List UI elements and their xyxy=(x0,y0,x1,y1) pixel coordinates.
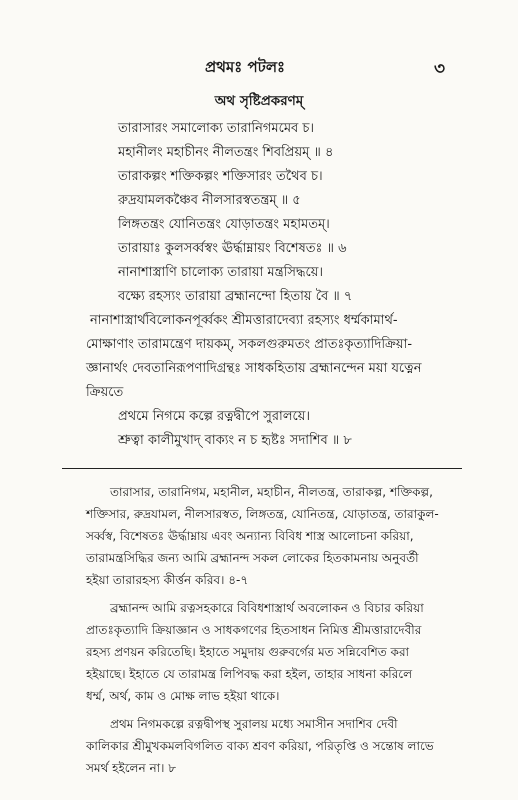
section-title: অথ সৃষ্টিপ্রকরণম্ xyxy=(214,93,304,109)
verse-line: বক্ষ্যে রহস্যং তারায়া ব্রহ্মানন্দো হিতায় বৈ ॥ ৭ xyxy=(118,289,353,304)
page-header xyxy=(0,56,518,78)
verse-line: তারাসারং সমালোক্য তারানিগমমেব চ। xyxy=(118,121,315,136)
verse-line: তারায়াঃ কুলসর্ব্বস্বং ঊর্দ্ধাম্নায়ং বিশেষতঃ ॥ ৬ xyxy=(118,241,347,256)
commentary-line: ধর্ম্ম, অর্থ, কাম ও মোক্ষ লাভ হইয়া থাকে। xyxy=(86,689,280,703)
commentary-line: রহস্য প্রণয়ন করিতেছি। ইহাতে সমুদায় গুরুবর্গের মত সন্নিবেশিত করা xyxy=(86,645,410,659)
commentary-line: সমর্থ হইলেন না। ৮ xyxy=(86,761,176,775)
commentary-line: ব্রহ্মানন্দ আমি রত্নসহকারে বিবিধশাস্ত্রার্থ অবলোকন ও বিচার করিয়া xyxy=(110,601,424,615)
verse-line: তারাকল্পং শক্তিকল্পং শক্তিসারং তথৈব চ। xyxy=(118,169,323,184)
commentary-line: হইয়া তারারহস্য কীর্ত্তন করিব। ৪-৭ xyxy=(86,573,249,587)
section-divider xyxy=(62,468,462,469)
commentary-line: তারামন্ত্রসিদ্ধির জন্য আমি ব্রহ্মানন্দ সকল লোকের হিতকামনায় অনুবর্তী xyxy=(86,551,419,565)
page-number: ৩ xyxy=(434,59,446,79)
prose-line: জ্ঞানার্থং দেবতানিরূপণাদিগ্রন্থঃ সাধকহিতায় ব্রহ্মানন্দেন ময়া যত্নেন xyxy=(86,361,422,376)
commentary-line: কালিকার শ্রীমুখকমলবিগলিত বাক্য শ্রবণ করিয়া, পরিতৃপ্তি ও সন্তোষ লাভে xyxy=(86,739,434,753)
prose-line: মোক্ষাণাং তারামন্ত্রেণ দায়কম্, সকলগুরুমতং প্রাতঃকৃত্যাদিক্রিয়া- xyxy=(86,337,413,352)
prose-line: ক্রিয়তে xyxy=(86,385,124,400)
prose-line: নানাশাস্ত্রার্থবিলোকনপূর্ব্বকং শ্রীমত্তারাদেব্যা রহস্যং ধর্ম্মকামার্থ- xyxy=(90,313,398,328)
commentary-line: হইয়াছে। ইহাতে যে তারামন্ত্র লিপিবদ্ধ করা হইল, তাহার সাধনা করিলে xyxy=(86,667,413,681)
verse-line: রুদ্রযামলকঞ্চৈব নীলসারস্বতন্ত্রম্ ॥ ৫ xyxy=(118,193,301,208)
chapter-title: প্রথমঃ পটলঃ xyxy=(205,58,285,76)
verse-line: মহানীলং মহাচীনং নীলতন্ত্রং শিবপ্রিয়ম্ ॥ ৪ xyxy=(118,145,334,160)
commentary-line: তারাসার, তারানিগম, মহানীল, মহাচীন, নীলতন্ত্র, তারাকল্প, শক্তিকল্প, xyxy=(110,485,433,499)
commentary-line: সর্ব্বস্ব, বিশেষতঃ ঊর্দ্ধাম্নায় এবং অন্যান্য বিবিধ শাস্ত্র আলোচনা করিয়া, xyxy=(86,529,414,543)
verse-line: প্রথমে নিগমে কল্পে রত্নদ্বীপে সুরালয়ে। xyxy=(118,409,311,424)
commentary-line: শক্তিসার, রুদ্রযামল, নীলসারস্বত, লিঙ্গতন্ত্র, যোনিতন্ত্র, যোড়াতন্ত্র, তারাকুল- xyxy=(86,507,439,521)
verse-line: নানাশাস্ত্রাণি চালোক্য তারায়া মন্ত্রসিদ্ধয়ে। xyxy=(118,265,324,280)
verse-line: লিঙ্গতন্ত্রং যোনিতন্ত্রং যোড়াতন্ত্রং মহামতম্। xyxy=(118,217,330,232)
commentary-line: প্রথম নিগমকল্পে রত্নদ্বীপস্থ সুরালয় মধ্যে সমাসীন সদাশিব দেবী xyxy=(110,717,398,731)
commentary-line: প্রাতঃকৃত্যাদি ক্রিয়াজ্ঞান ও সাধকগণের হিতসাধন নিমিত্ত শ্রীমত্তারাদেবীর xyxy=(86,623,422,637)
verse-line: শ্রুত্বা কালীমুখাদ্ বাক্যং ন চ হৃষ্টঃ সদাশিব ॥ ৮ xyxy=(118,433,352,448)
